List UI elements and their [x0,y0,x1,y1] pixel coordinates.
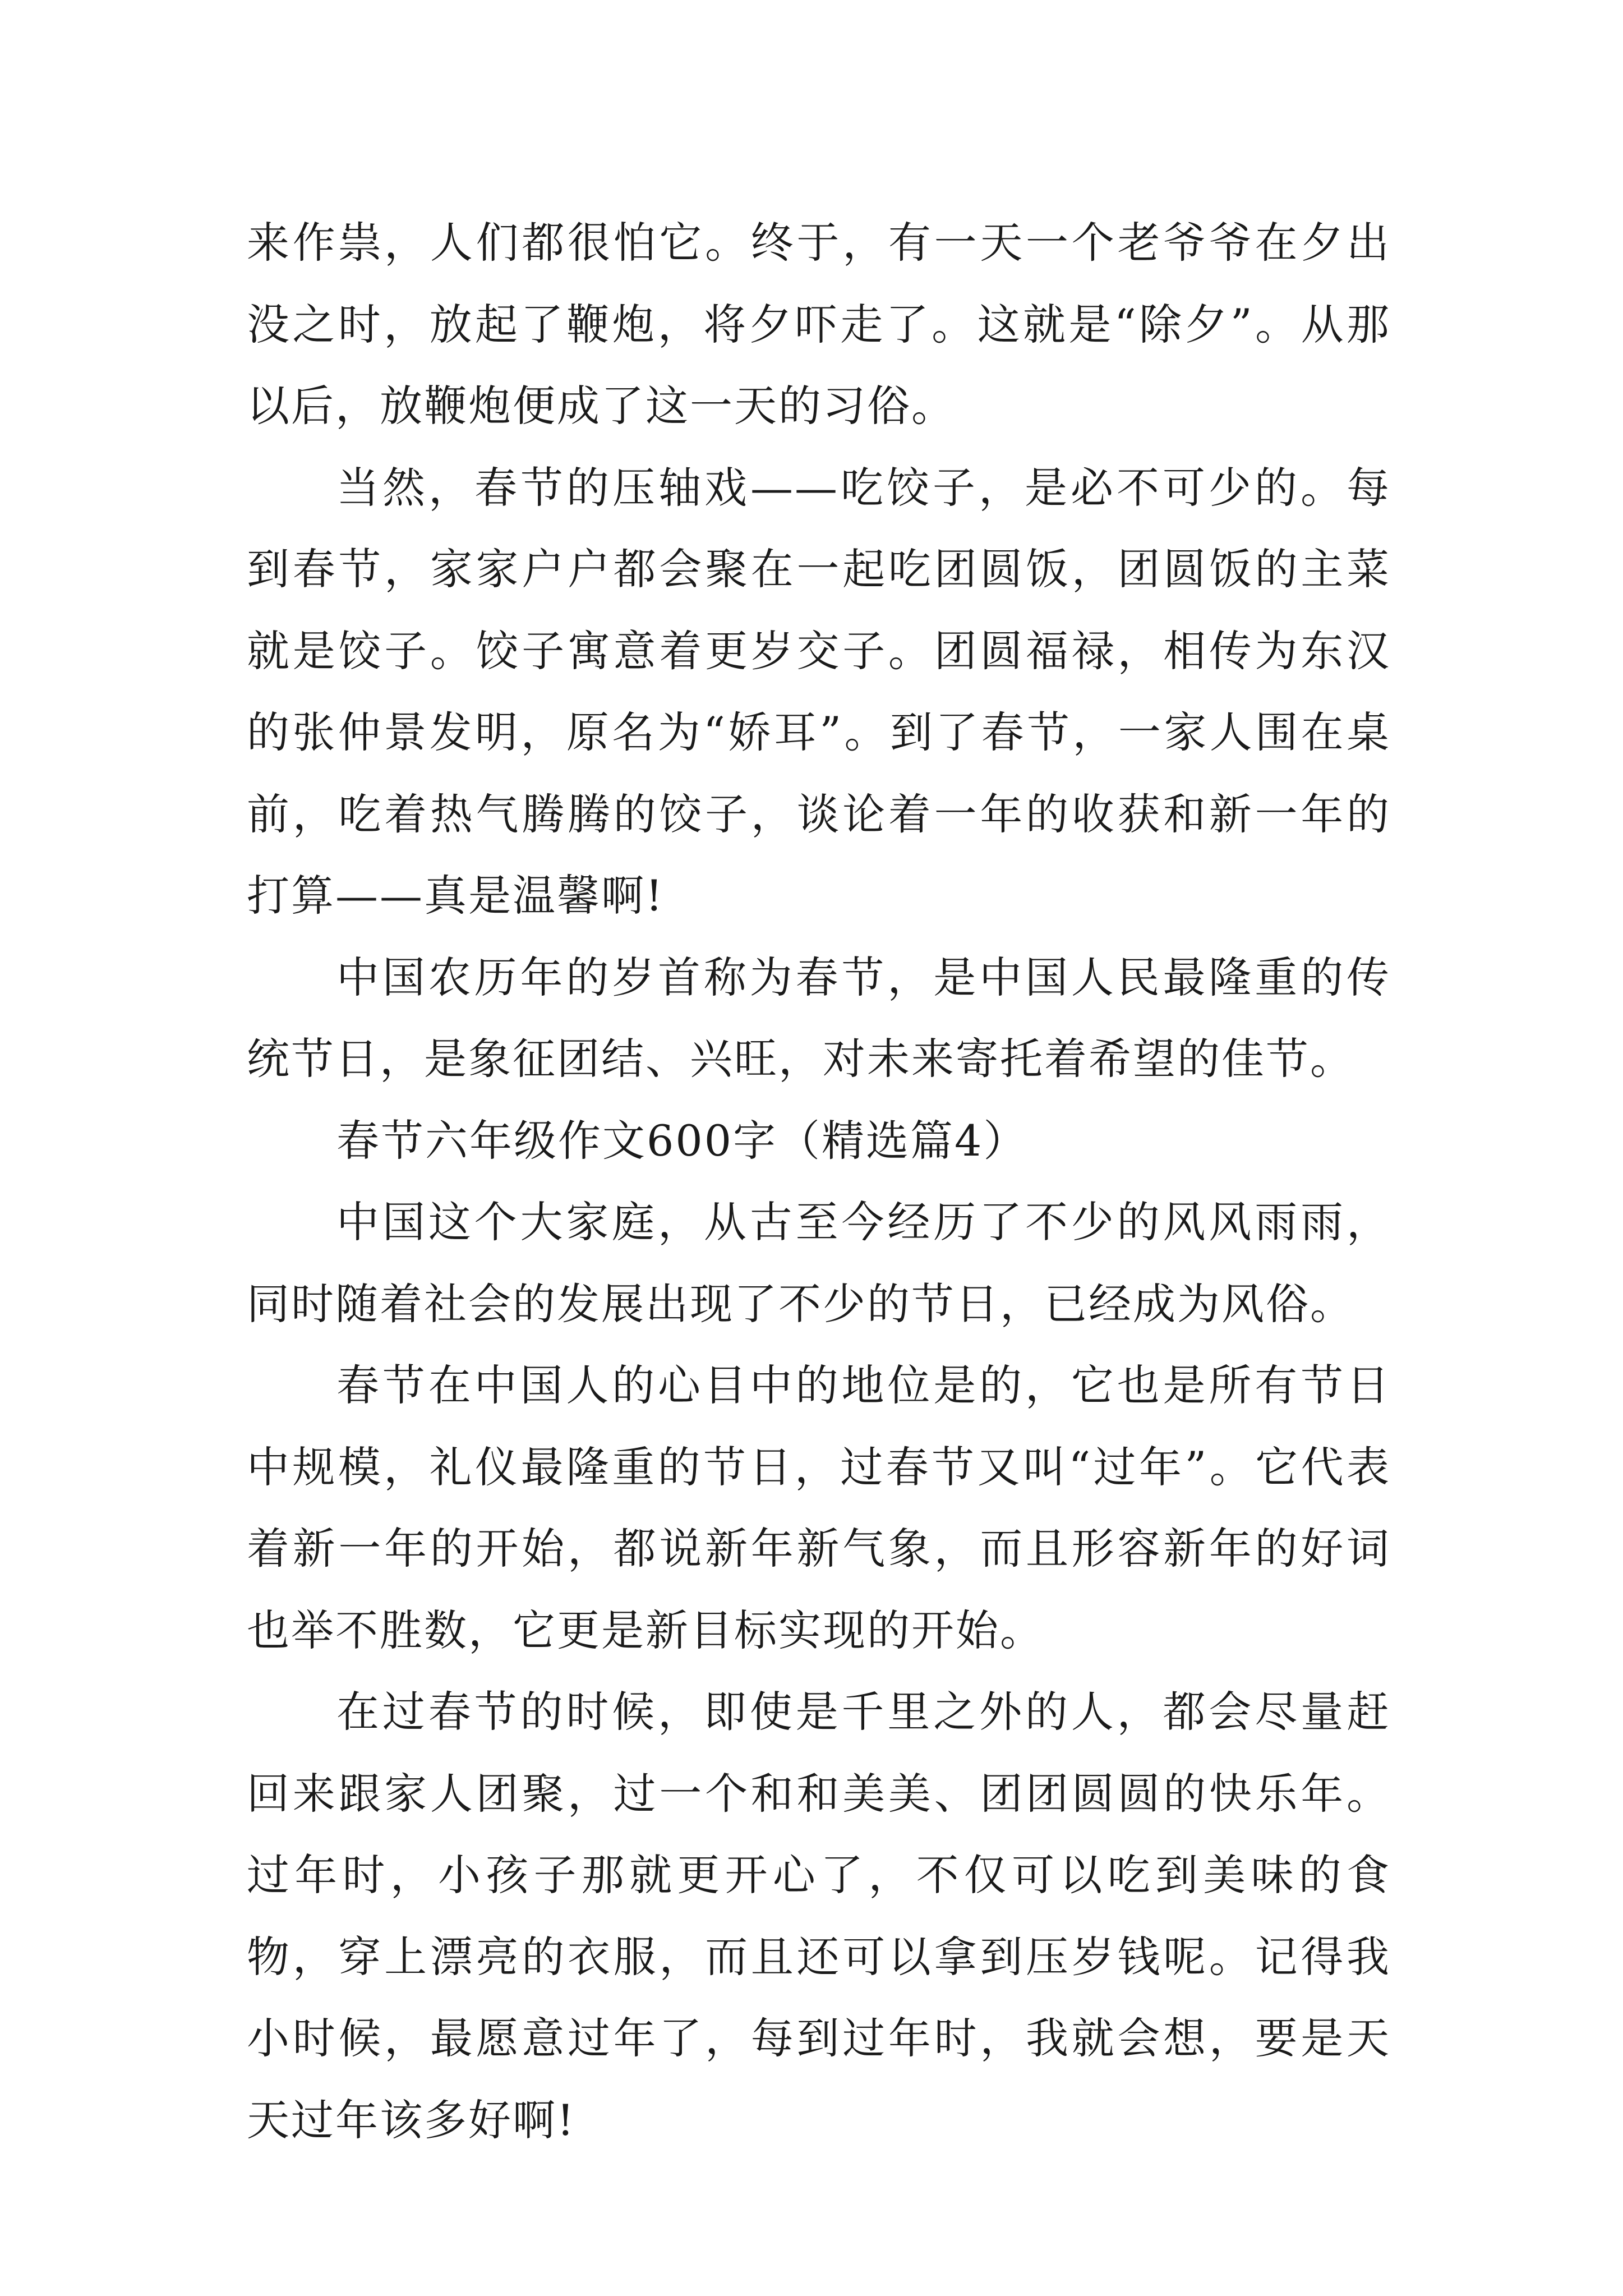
paragraph-dumplings: 当然，春节的压轴戏——吃饺子，是必不可少的。每到春节，家家户户都会聚在一起吃团圆饭，团圆饭的主菜就是饺子。饺子寓意着更岁交子。团圆福禄，相传为东汉的张仲景发明，原名为“娇耳”。到了春节，一家人围在桌前，吃着热气腾腾的饺子，谈论着一年的收获和新一年的打算——真是温馨啊! [247,462,1391,921]
paragraph-big-family: 中国这个大家庭，从古至今经历了不少的风风雨雨，同时随着社会的发展出现了不少的节日，已经成为风俗。 [247,1197,1391,1329]
paragraph-reunion: 在过春节的时候，即使是千里之外的人，都会尽量赶回来跟家人团聚，过一个和和美美、团团圆圆的快乐年。过年时，小孩子那就更开心了，不仅可以吃到美味的食物，穿上漂亮的衣服，而且还可以拿到压岁钱呢。记得我小时候，最愿意过年了，每到过年时，我就会想，要是天天过年该多好啊! [247,1687,1391,2145]
paragraph-spring-festival-definition: 中国农历年的岁首称为春节，是中国人民最隆重的传统节日，是象征团结、兴旺，对未来寄托着希望的佳节。 [247,952,1391,1084]
paragraph-festival-status: 春节在中国人的心目中的地位是的，它也是所有节日中规模，礼仪最隆重的节日，过春节又叫“过年”。它代表着新一年的开始，都说新年新气象，而且形容新年的好词也举不胜数，它更是新目标实现的开始。 [247,1360,1391,1655]
essay-heading: 春节六年级作文600字（精选篇4） [336,1115,1028,1166]
paragraph-continued: 来作祟，人们都很怕它。终于，有一天一个老爷爷在夕出没之时，放起了鞭炮，将夕吓走了。这就是“除夕”。从那以后，放鞭炮便成了这一天的习俗。 [247,218,1391,431]
document-body [247,202,1391,2161]
